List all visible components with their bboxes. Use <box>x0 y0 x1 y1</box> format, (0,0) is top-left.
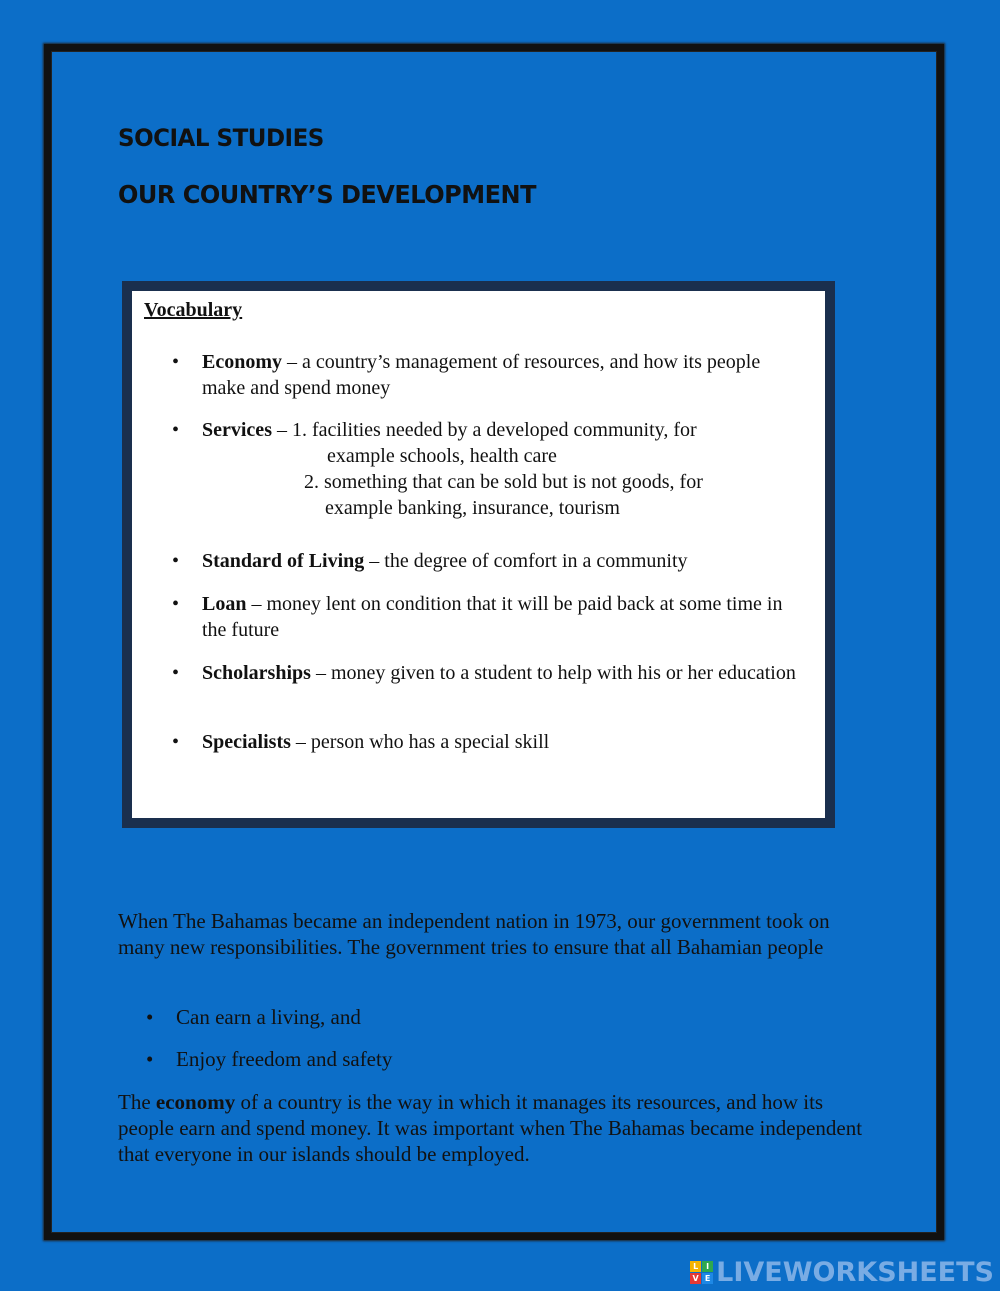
vocab-term: Economy <box>202 351 282 373</box>
bullet-icon: • <box>172 550 180 572</box>
bullet-text: Enjoy freedom and safety <box>176 1047 393 1071</box>
vocab-entry-specialists <box>202 729 802 755</box>
bullet-icon: • <box>172 419 180 441</box>
intro-paragraph: When The Bahamas became an independent nation in 1973, our government took on many new responsibilities. The government tries to ensure that all Bahamian people <box>118 909 830 959</box>
vocab-term: Specialists <box>202 731 291 753</box>
vocab-term: Loan <box>202 593 247 615</box>
vocab-definition-line: example banking, insurance, tourism <box>325 497 620 519</box>
vocab-term: Standard of Living <box>202 550 365 572</box>
list-item <box>172 417 792 517</box>
bullet-icon: • <box>146 1005 154 1029</box>
paragraph-bold-term: economy <box>155 1090 236 1114</box>
paragraph-text: of a country is the way in which it manages its resources, and how its people earn and spend money. It was important when The Bahamas became independent that everyone in our islands should be employed. <box>118 1090 863 1166</box>
vocab-entry-scholarships <box>202 660 802 686</box>
vocabulary-title: Vocabulary <box>144 299 243 321</box>
logo-letter: L <box>690 1261 701 1272</box>
logo-letter: V <box>690 1273 701 1284</box>
vocab-entry-services <box>202 417 802 519</box>
vocab-entry-loan <box>202 591 802 643</box>
vocab-definition: – a country’s management of resources, and how its people make and spend money <box>202 351 761 399</box>
liveworksheets-watermark <box>690 1257 994 1287</box>
bullet-icon: • <box>172 593 180 615</box>
vocab-definition: – money given to a student to help with his or her education <box>310 662 796 684</box>
vocab-definition-line: example schools, health care <box>327 445 557 467</box>
vocab-definition: – the degree of comfort in a community <box>364 550 688 572</box>
vocab-term: Scholarships <box>202 662 311 684</box>
bullet-text: Can earn a living, and <box>176 1005 361 1029</box>
vocab-definition-line: 2. something that can be sold but is not goods, for <box>304 471 703 493</box>
paragraph-text: The <box>118 1090 156 1114</box>
bullet-icon: • <box>172 351 180 373</box>
vocabulary-box <box>122 281 835 828</box>
bullet-icon: • <box>172 662 180 684</box>
vocab-definition: – person who has a special skill <box>290 731 550 753</box>
logo-letter: E <box>702 1273 713 1284</box>
logo-letter: I <box>702 1261 713 1272</box>
page-title: SOCIAL STUDIES <box>118 125 324 153</box>
vocab-entry-standard-of-living <box>202 548 802 574</box>
vocab-definition: – money lent on condition that it will be paid back at some time in the future <box>202 593 783 641</box>
liveworksheets-logo-icon <box>690 1261 713 1284</box>
vocab-term: Services <box>202 419 272 441</box>
vocab-entry-economy <box>202 349 802 401</box>
watermark-text: LIVEWORKSHEETS <box>716 1256 994 1288</box>
page-subtitle: OUR COUNTRY’S DEVELOPMENT <box>118 180 536 210</box>
bullet-icon: • <box>146 1047 154 1071</box>
economy-paragraph <box>118 1089 878 1167</box>
bullet-icon: • <box>172 731 180 753</box>
vocab-definition: – 1. facilities needed by a developed community, for <box>271 419 697 441</box>
